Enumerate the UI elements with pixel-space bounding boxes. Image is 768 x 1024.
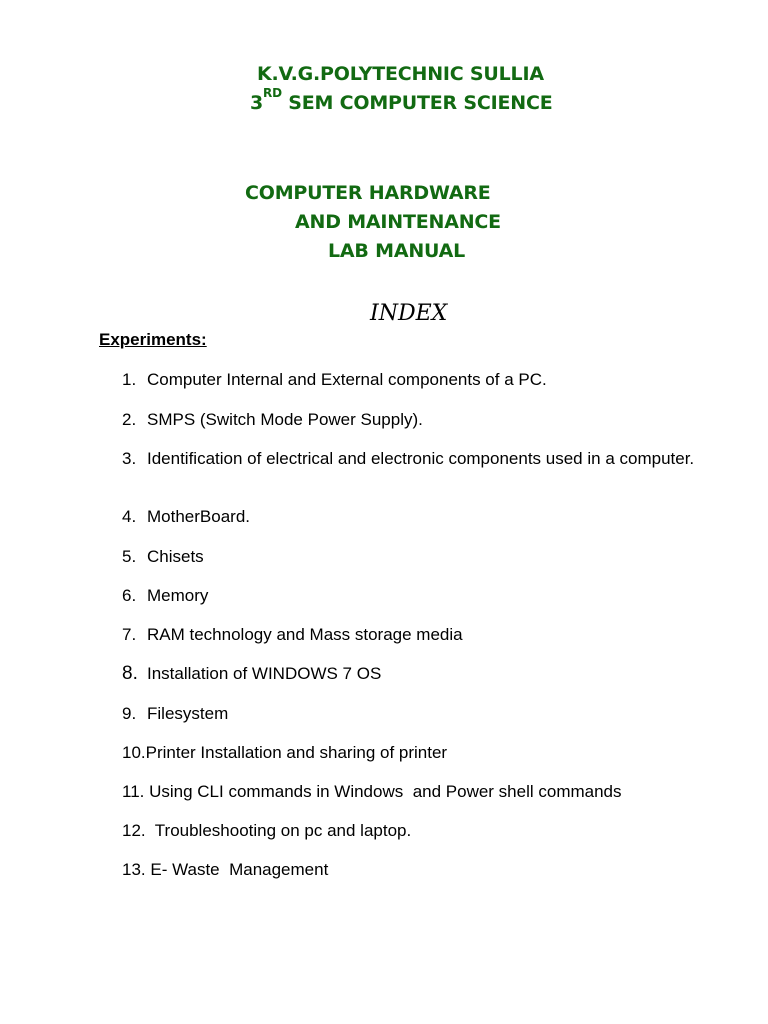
list-item — [122, 449, 695, 468]
list-item — [122, 547, 204, 566]
item-text: E- Waste Management — [145, 860, 329, 879]
title-line-2: AND MAINTENANCE — [295, 211, 501, 233]
item-number: 9. — [122, 704, 137, 723]
list-item — [122, 370, 547, 389]
institution-name: K.V.G.POLYTECHNIC SULLIA — [257, 63, 544, 85]
list-item — [122, 625, 463, 644]
item-number: 13. — [122, 860, 146, 879]
list-item — [122, 663, 382, 684]
item-text: Using CLI commands in Windows and Power shell commands — [144, 782, 622, 801]
list-item — [122, 860, 328, 879]
list-item — [122, 782, 622, 801]
item-number: 10. — [122, 743, 146, 762]
item-number: 6. — [122, 586, 137, 605]
title-line-1: COMPUTER HARDWARE — [245, 182, 491, 204]
item-number: 1. — [122, 370, 137, 389]
list-item — [122, 821, 411, 840]
item-number: 12. — [122, 821, 146, 840]
item-text: SMPS (Switch Mode Power Supply). — [147, 410, 423, 429]
item-text: Printer Installation and sharing of printer — [145, 743, 448, 762]
item-text: Chisets — [147, 547, 204, 566]
semester-rest: SEM COMPUTER SCIENCE — [281, 92, 553, 114]
item-text: Computer Internal and External components of a PC. — [147, 370, 547, 389]
item-text: Troubleshooting on pc and laptop. — [145, 821, 412, 840]
semester-number: 3 — [250, 92, 264, 114]
item-number: 7. — [122, 625, 137, 644]
list-item — [122, 704, 229, 723]
item-text: MotherBoard. — [147, 507, 250, 526]
item-number: 3. — [122, 449, 137, 468]
experiments-label: Experiments: — [99, 330, 207, 349]
item-number: 5. — [122, 547, 137, 566]
item-text: Memory — [147, 586, 209, 605]
item-number: 4. — [122, 507, 137, 526]
item-text: Identification of electrical and electronic components used in a computer. — [147, 449, 695, 468]
title-line-3: LAB MANUAL — [328, 240, 466, 262]
list-item — [122, 586, 209, 605]
index-heading: INDEX — [370, 301, 448, 326]
item-text: RAM technology and Mass storage media — [147, 625, 463, 644]
item-number: 11. — [122, 782, 145, 801]
semester-suffix: RD — [263, 86, 282, 100]
list-item — [122, 507, 250, 526]
list-item — [122, 410, 423, 429]
item-number: 2. — [122, 410, 137, 429]
item-text: Installation of WINDOWS 7 OS — [147, 664, 382, 683]
item-text: Filesystem — [147, 704, 229, 723]
item-number: 8. — [122, 663, 138, 684]
semester-line — [250, 86, 553, 114]
list-item — [122, 743, 447, 762]
